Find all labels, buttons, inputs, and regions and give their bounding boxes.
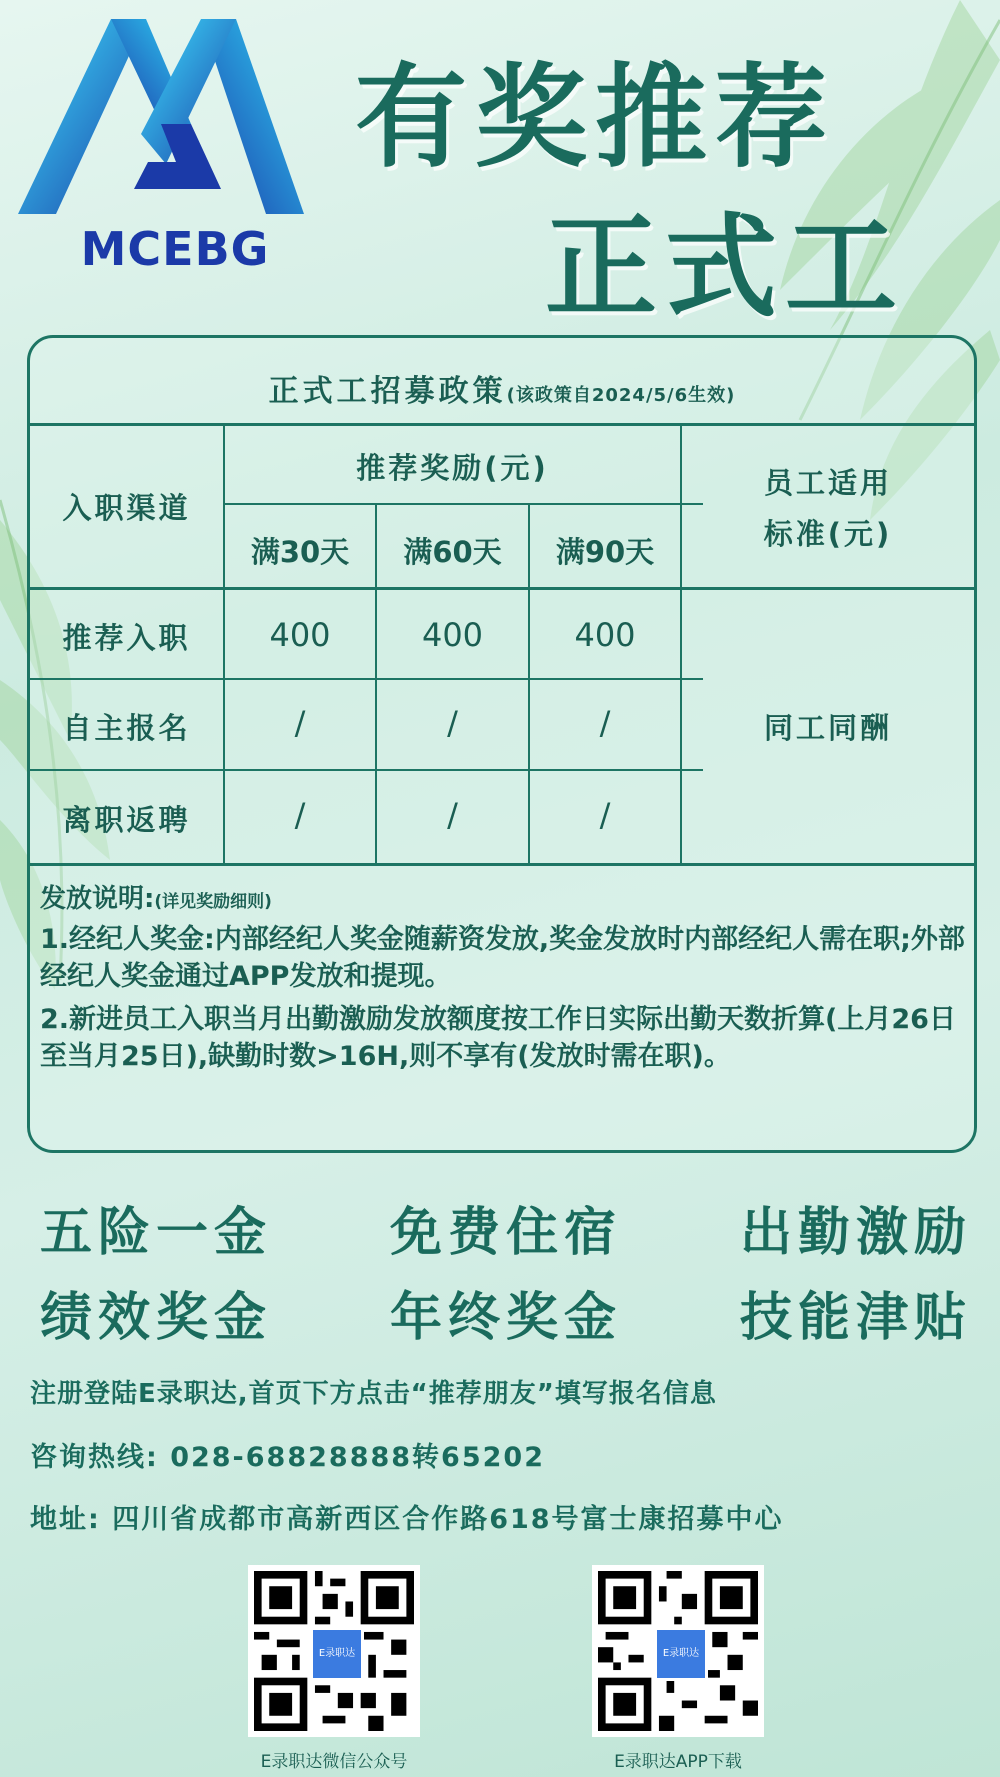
benefit-attendance: 出勤激励: [740, 1203, 973, 1263]
address: 地址: 四川省成都市高新西区合作路618号富士康招募中心: [30, 1504, 784, 1535]
row-rehire-value-60: /: [447, 796, 458, 834]
policy-table-card: [27, 335, 977, 1153]
row-channel-rehire: 离职返聘: [62, 803, 191, 837]
hotline: 咨询热线: 028-68828888转65202: [30, 1442, 545, 1473]
benefit-insurance: 五险一金: [40, 1203, 273, 1263]
notes-heading: 发放说明:(详见奖励细则): [40, 884, 272, 914]
register-instructions: 注册登陆E录职达,首页下方点击“推荐朋友”填写报名信息: [30, 1379, 717, 1409]
row-self-apply-value-90: /: [599, 704, 611, 742]
page-title-line1: 有奖推荐: [355, 53, 835, 183]
notes-heading-note: (详见奖励细则): [154, 892, 272, 912]
page-title-line2: 正式工: [545, 203, 905, 333]
company-logo: [16, 14, 306, 274]
row-channel-referral: 推荐入职: [62, 621, 191, 655]
policy-effective-note: (该政策自2024/5/6生效): [506, 385, 736, 406]
logo-text: MCEBG: [80, 222, 270, 276]
policy-heading: 正式工招募政策(该政策自2024/5/6生效): [268, 374, 736, 409]
benefit-performance: 绩效奖金: [40, 1288, 273, 1348]
row-self-apply-value-30: /: [294, 704, 306, 742]
row-referral-value-60: 400: [421, 616, 484, 654]
row-rehire-value-90: /: [599, 796, 611, 834]
qr-wechat-badge: E录职达: [310, 1627, 364, 1681]
header-standard-line1: 员工适用: [763, 466, 892, 500]
row-referral-value-90: 400: [574, 616, 636, 654]
standard-value: 同工同酬: [763, 711, 892, 745]
period-60: 满60天: [403, 535, 502, 569]
qr-app-download[interactable]: [592, 1565, 764, 1737]
header-reward: 推荐奖励(元): [356, 451, 549, 485]
qr-app-caption: E录职达APP下载: [614, 1752, 742, 1772]
qr-app-badge: E录职达: [654, 1627, 708, 1681]
qr-wechat-caption: E录职达微信公众号: [260, 1752, 408, 1772]
qr-wechat[interactable]: [248, 1565, 420, 1737]
row-channel-self-apply: 自主报名: [62, 711, 191, 745]
header-standard-line2: 标准(元): [763, 517, 893, 551]
benefit-year-end: 年终奖金: [390, 1288, 623, 1348]
note-item-2: 2.新进员工入职当月出勤激励发放额度按工作日实际出勤天数折算(上月26日至当月25日),缺勤时数>16H,则不享有(发放时需在职)。: [40, 1004, 956, 1072]
benefit-housing: 免费住宿: [390, 1203, 623, 1263]
benefit-skill: 技能津贴: [740, 1288, 973, 1348]
header-channel: 入职渠道: [62, 491, 191, 525]
period-90: 满90天: [555, 535, 655, 569]
payout-notes: [40, 878, 965, 1075]
row-self-apply-value-60: /: [447, 704, 458, 742]
row-rehire-value-30: /: [294, 796, 306, 834]
period-30: 满30天: [250, 535, 350, 569]
note-item-1: 1.经纪人奖金:内部经纪人奖金随薪资发放,奖金发放时内部经纪人需在职;外部经纪人奖金通过APP发放和提现。: [40, 924, 965, 992]
row-referral-value-30: 400: [269, 616, 331, 654]
